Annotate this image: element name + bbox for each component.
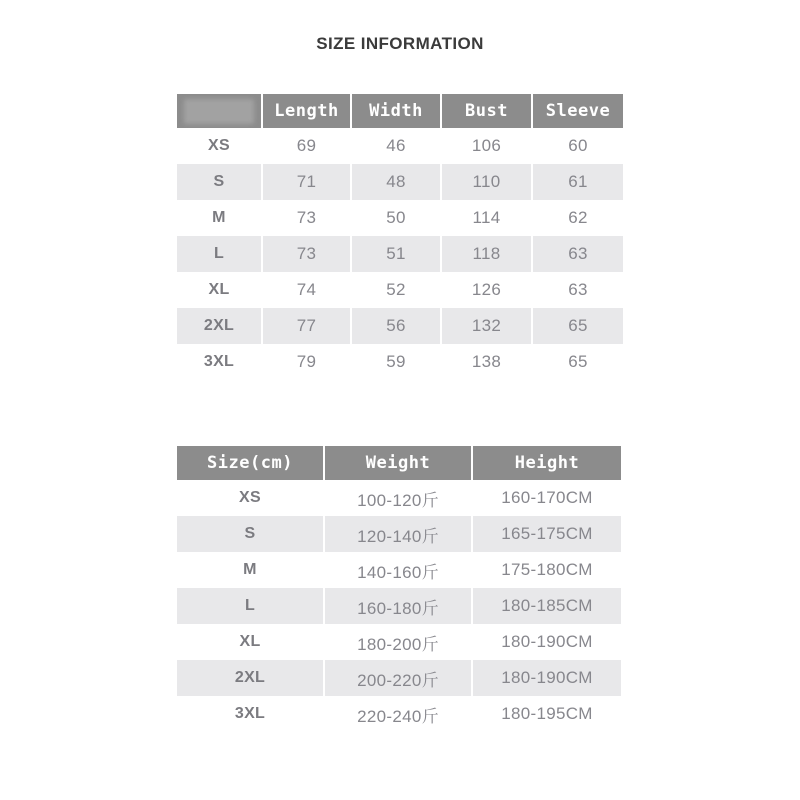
size-label: M [212,209,226,226]
table-row [177,480,623,516]
size-label: S [177,164,261,200]
table-row [177,696,623,732]
sleeve-value: 63 [568,280,588,299]
body-fit-table [177,446,623,732]
blurred-size-label [184,99,254,124]
length-value: 79 [296,352,317,371]
weight-value: 180-200斤 [357,634,439,654]
sleeve-value: 62 [568,208,588,227]
weight-value: 160-180斤 [325,588,471,624]
table-row [177,128,623,164]
size-label: XL [208,281,230,298]
measurement-header-bust: Bust [442,94,531,128]
size-label: 3XL [234,705,266,722]
bust-value: 114 [472,208,501,227]
width-value: 46 [386,136,406,155]
size-label: 3XL [203,353,235,370]
measurement-header-sleeve: Sleeve [533,94,623,128]
length-value: 73 [263,236,350,272]
weight-value: 140-160斤 [357,562,439,582]
bust-value: 132 [442,308,531,344]
length-value: 77 [263,308,350,344]
sleeve-value: 60 [568,136,588,155]
width-value: 50 [386,208,406,227]
length-value: 73 [296,208,317,227]
size-label: XS [208,137,230,154]
size-label: L [177,588,323,624]
measurement-table [177,94,623,380]
bust-value: 110 [442,164,531,200]
width-value: 59 [386,352,406,371]
height-value: 165-175CM [473,516,621,552]
bust-value: 126 [471,280,502,299]
weight-value: 200-220斤 [325,660,471,696]
height-value: 180-190CM [501,632,593,651]
height-value: 175-180CM [501,560,593,579]
table-row [177,552,623,588]
table-row [177,660,623,696]
table-row [177,516,623,552]
height-value: 180-185CM [473,588,621,624]
sleeve-value: 65 [568,352,588,371]
bust-value: 138 [471,352,502,371]
table-row [177,624,623,660]
height-value: 180-190CM [473,660,621,696]
body-fit-table-header-row [177,446,623,480]
page-title: SIZE INFORMATION [316,34,484,53]
table-row [177,164,623,200]
bust-value: 118 [442,236,531,272]
length-value: 74 [296,280,317,299]
table-row [177,588,623,624]
table-row [177,344,623,380]
weight-value: 100-120斤 [357,490,439,510]
measurement-header-length: Length [263,94,350,128]
height-value: 180-195CM [501,704,593,723]
width-value: 56 [352,308,440,344]
size-label: S [177,516,323,552]
bodyfit-header-weight: Weight [325,446,471,480]
table-row [177,272,623,308]
sleeve-value: 65 [533,308,623,344]
size-label: XS [239,489,261,506]
size-label: 2XL [177,308,261,344]
width-value: 51 [352,236,440,272]
table-row [177,200,623,236]
length-value: 71 [263,164,350,200]
width-value: 52 [386,280,406,299]
measurement-table-header-row [177,94,623,128]
weight-value: 120-140斤 [325,516,471,552]
height-value: 160-170CM [501,488,593,507]
size-label: 2XL [177,660,323,696]
size-label: M [243,561,257,578]
size-label: XL [239,633,261,650]
weight-value: 220-240斤 [357,706,439,726]
table-row [177,308,623,344]
measurement-header-size [177,94,261,128]
bust-value: 106 [471,136,502,155]
size-label: L [177,236,261,272]
bodyfit-header-height: Height [473,446,621,480]
width-value: 48 [352,164,440,200]
length-value: 69 [296,136,317,155]
sleeve-value: 63 [533,236,623,272]
measurement-header-width: Width [352,94,440,128]
sleeve-value: 61 [533,164,623,200]
table-row [177,236,623,272]
bodyfit-header-size: Size(cm) [177,446,323,480]
